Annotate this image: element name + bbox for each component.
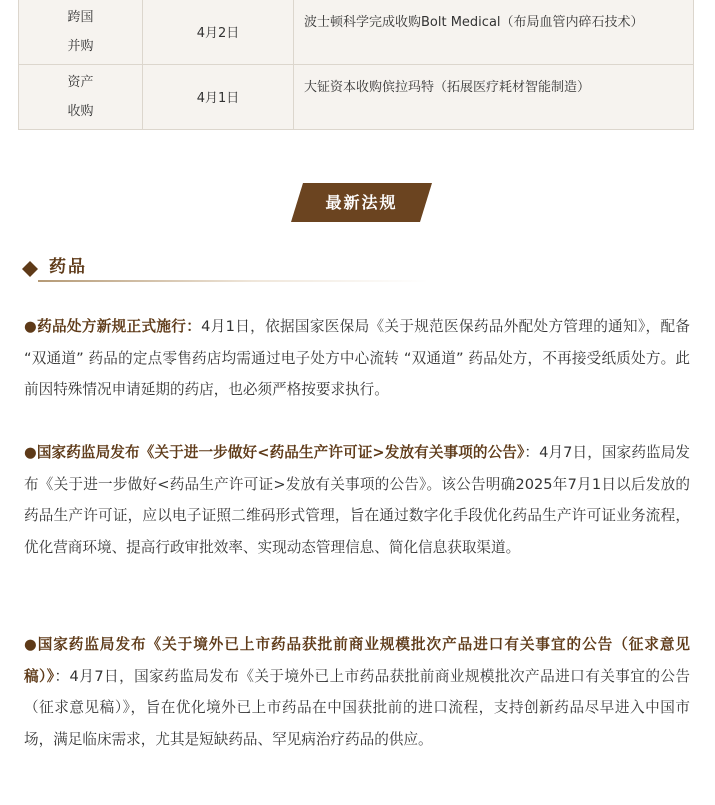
section-banner [291,183,432,222]
diamond-icon [22,261,38,277]
deal-type-cell [19,64,143,129]
article-body: ：4月7日，国家药监局发布《关于境外已上市药品获批前商业规模批次产品进口有关事宜的公告（征求意见稿）》，旨在优化境外已上市药品在中国获批前的进口流程，支持创新药品尽早进入中国市场，满足临床需求，尤其是短缺药品、罕见病治疗药品的供应。 [24,667,690,748]
deals-table [18,0,694,130]
table-row [19,64,694,129]
bullet-icon: ● [24,444,37,461]
bullet-icon: ● [24,636,38,653]
article-paragraph [24,311,690,406]
deal-desc-cell: 波士顿科学完成收购Bolt Medical（布局血管内碎石技术） [294,0,694,64]
deal-type-line: 并购 [67,38,94,54]
article-body: ：4月7日，国家药监局发布《关于进一步做好<药品生产许可证>发放有关事项的公告》。该公告明确2025年7月1日以后发放的药品生产许可证，应以电子证照二维码形式管理，旨在通过数字化手段优化药品生产许可证业务流程，优化营商环境、提高行政审批效率、实现动态管理信息、简化信息获取渠道。 [24,444,690,556]
section-heading [22,256,412,284]
section-underline [38,280,428,282]
deal-desc-cell: 大钲资本收购傧拉玛特（拓展医疗耗材智能制造） [294,64,694,129]
article-paragraph [24,629,690,755]
article-body: 4月1日，依据国家医保局《关于规范医保药品外配处方管理的通知》，配备 “双通道” 药品的定点零售药店均需通过电子处方中心流转 “双通道” 药品处方，不再接受纸质处方。此前因特殊情况申请延期的药店，也必须严格按要求执行。 [24,318,690,399]
deal-type-line: 跨国 [67,9,94,25]
article-lead: 国家药监局发布《关于进一步做好<药品生产许可证>发放有关事项的公告》 [36,444,525,461]
bullet-icon: ● [24,318,38,335]
table-row [19,0,694,64]
article-paragraph [24,437,690,563]
deal-type-line: 资产 [67,74,94,90]
deal-date-cell: 4月1日 [143,64,294,129]
article-lead: 药品处方新规正式施行： [37,318,202,335]
deal-date-cell: 4月2日 [143,0,294,64]
article-lead: 国家药监局发布《关于境外已上市药品获批前商业规模批次产品进口有关事宜的公告（征求意见稿）》 [24,636,690,685]
deal-type-line: 收购 [67,103,94,119]
section-title: 药品 [49,257,87,277]
deal-type-cell [19,0,143,64]
banner-title: 最新法规 [325,193,398,212]
